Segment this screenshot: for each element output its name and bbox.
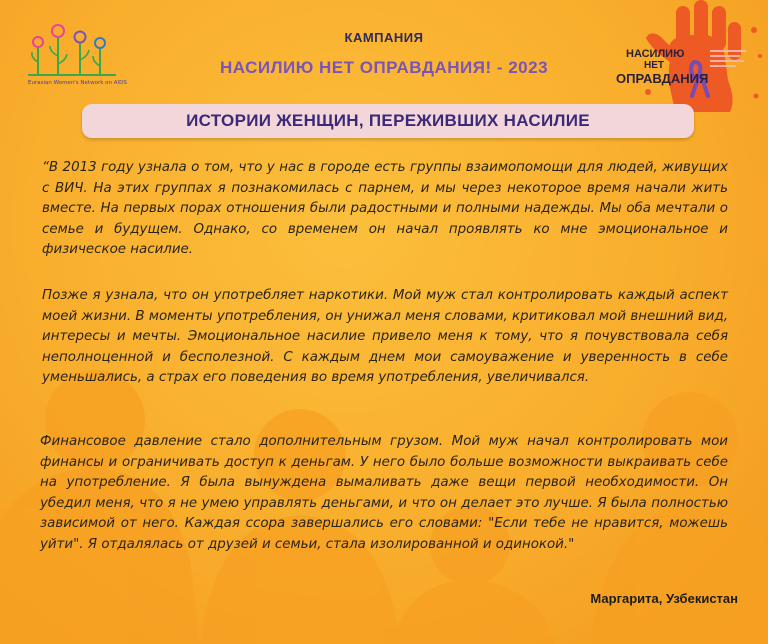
story-paragraph-1: “В 2013 году узнала о том, что у нас в городе есть группы взаимопомощи для людей, живущих с ВИЧ. На этих группах я познакомилась с парнем, и мы через некоторое время начали жить вместе. На первых порах отношения были радостными и полными надежды. Мы оба мечтали о семье и будущем. Однако, со временем он начал проявлять ко мне эмоциональное и физическое насилие. <box>42 160 728 258</box>
campaign-slogan: НАСИЛИЮ НЕТ ОПРАВДАНИЯ! - 2023 <box>219 58 549 77</box>
story-paragraph-3: Финансовое давление стало дополнительным грузом. Мой муж начал контролировать мои финансы и ограничивать доступ к деньгам. У него было больше возможности выкраивать себе на употребление. Я была вынуждена вымаливать даже вещи первой необходимости. Он убедил меня, что я не умею управлять деньгами, и что он делает это лучше. Я была полностью зависимой от него. Каждая ссора завершались его словами: "Если тебе не нравится, можешь уйти". Я отдалялась от друзей и семьи, стала изолированной и одинокой." <box>40 434 728 552</box>
logo-word-2: НЕТ <box>644 60 664 71</box>
story-paragraph-2: Позже я узнала, что он употребляет наркотики. Мой муж стал контролировать каждый аспект моей жизни. В моменты употребления, он унижал меня словами, критиковал мой внешний вид, интересы и мечты. Эмоциональное насилие привело меня к тому, что я почувствовала себя неполноценной и бесполезной. С каждым днем мои самоуважение и уверенность в себе уменьшались, а страх его поведения во время употребления, увеличивался. <box>42 288 728 386</box>
logo-word-3: ОПРАВДАНИЯ <box>616 71 709 86</box>
ewna-logo-text: Eurasian Women's Network on AIDS <box>28 80 127 86</box>
campaign-label: КАМПАНИЯ <box>344 30 424 45</box>
section-title-box <box>82 104 694 138</box>
story-signature: Маргарита, Узбекистан <box>590 591 738 606</box>
logo-word-1: НАСИЛИЮ <box>626 48 685 60</box>
section-title: ИСТОРИИ ЖЕНЩИН, ПЕРЕЖИВШИХ НАСИЛИЕ <box>186 111 590 130</box>
campaign-logo <box>606 0 768 112</box>
